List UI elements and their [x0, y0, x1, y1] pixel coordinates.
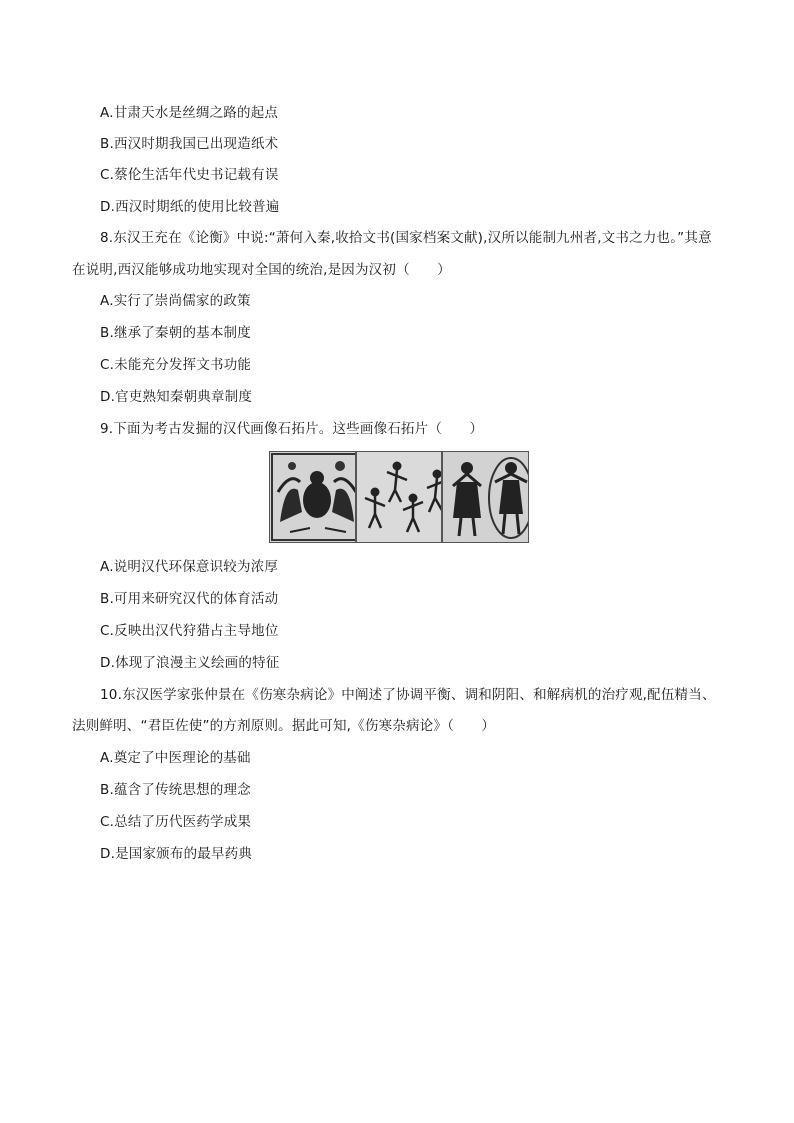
q9-stem: 9.下面为考古发掘的汉代画像石拓片。这些画像石拓片（ ） — [100, 421, 484, 437]
rubbing-panel-2 — [356, 451, 443, 543]
q7-option-b: B.西汉时期我国已出现造纸术 — [100, 136, 279, 152]
q10-option-c: C.总结了历代医药学成果 — [100, 814, 252, 830]
q7-option-c: C.蔡伦生活年代史书记载有误 — [100, 167, 279, 183]
q8-stem-line1: 8.东汉王充在《论衡》中说:“萧何入秦,收拾文书(国家档案文献),汉所以能制九州者,文书之力也。”其意 — [100, 230, 712, 246]
q9-option-c: C.反映出汉代狩猎占主导地位 — [100, 623, 279, 639]
q10-stem-line1: 10.东汉医学家张仲景在《伤寒杂病论》中阐述了协调平衡、调和阴阳、和解病机的治疗观,配伍精当、 — [100, 687, 716, 703]
q8-option-b: B.继承了秦朝的基本制度 — [100, 325, 251, 341]
q7-option-a: A.甘肃天水是丝绸之路的起点 — [100, 105, 279, 121]
rubbing-panel-3 — [442, 451, 529, 543]
q9-option-b: B.可用来研究汉代的体育活动 — [100, 591, 279, 607]
q8-option-d: D.官吏熟知秦朝典章制度 — [100, 389, 253, 405]
q9-option-a: A.说明汉代环保意识较为浓厚 — [100, 559, 279, 575]
rubbing-panel-1 — [269, 451, 356, 543]
q10-option-b: B.蕴含了传统思想的理念 — [100, 782, 251, 798]
q7-option-d: D.西汉时期纸的使用比较普遍 — [100, 199, 280, 215]
q10-option-d: D.是国家颁布的最早药典 — [100, 846, 253, 862]
q10-stem-line2: 法则鲜明、“君臣佐使”的方剂原则。据此可知,《伤寒杂病论》（ ） — [72, 718, 496, 734]
q10-option-a: A.奠定了中医理论的基础 — [100, 750, 251, 766]
q8-stem-line2: 在说明,西汉能够成功地实现对全国的统治,是因为汉初（ ） — [72, 262, 451, 278]
q8-option-c: C.未能充分发挥文书功能 — [100, 357, 252, 373]
q8-option-a: A.实行了崇尚儒家的政策 — [100, 293, 251, 309]
han-stone-rubbings-figure — [269, 451, 529, 543]
q9-option-d: D.体现了浪漫主义绘画的特征 — [100, 655, 280, 671]
